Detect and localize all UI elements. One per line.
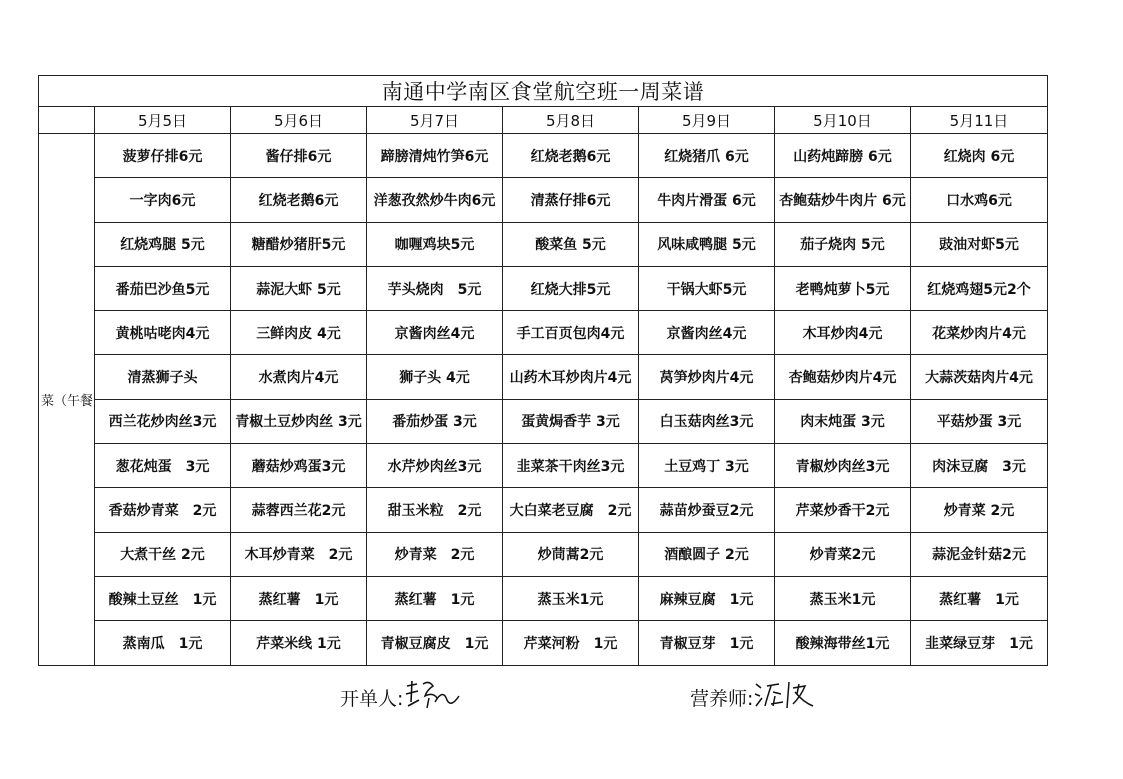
- dish-row: [39, 444, 1048, 488]
- dietitian-signature: [753, 678, 819, 717]
- dish-cell: 清蒸仔排6元: [503, 178, 639, 222]
- dish-cell: 蒜泥金针菇2元: [911, 532, 1048, 576]
- dish-cell: 水芹炒肉丝3元: [367, 444, 503, 488]
- dish-cell: 蒜苗炒蚕豆2元: [639, 488, 775, 532]
- dish-cell: 洋葱孜然炒牛肉6元: [367, 178, 503, 222]
- dish-cell: 蒸红薯 1元: [911, 576, 1048, 620]
- dish-cell: 风味咸鸭腿 5元: [639, 222, 775, 266]
- dish-cell: 蒸玉米1元: [775, 576, 911, 620]
- dish-cell: 老鸭炖萝卜5元: [775, 266, 911, 310]
- dish-cell: 红烧肉 6元: [911, 134, 1048, 178]
- dish-cell: 狮子头 4元: [367, 355, 503, 399]
- dish-cell: 平菇炒蛋 3元: [911, 399, 1048, 443]
- dish-cell: 茄子烧肉 5元: [775, 222, 911, 266]
- dish-cell: 炒茼蒿2元: [503, 532, 639, 576]
- dish-row: [39, 355, 1048, 399]
- dish-cell: 韭菜茶干肉丝3元: [503, 444, 639, 488]
- dish-cell: 香菇炒青菜 2元: [95, 488, 231, 532]
- dish-cell: 一字肉6元: [95, 178, 231, 222]
- dish-cell: 芹菜米线 1元: [231, 621, 367, 665]
- dish-cell: 莴笋炒肉片4元: [639, 355, 775, 399]
- dish-cell: 菠萝仔排6元: [95, 134, 231, 178]
- dish-cell: 红烧鸡翅5元2个: [911, 266, 1048, 310]
- dish-cell: 红烧老鹅6元: [503, 134, 639, 178]
- dietitian-block: [690, 678, 819, 717]
- dish-cell: 三鲜肉皮 4元: [231, 311, 367, 355]
- dish-row: [39, 488, 1048, 532]
- issuer-signature: [403, 678, 463, 717]
- dish-row: [39, 222, 1048, 266]
- dietitian-label: 营养师:: [690, 688, 754, 710]
- dish-cell: 酸辣土豆丝 1元: [95, 576, 231, 620]
- dish-cell: 干锅大虾5元: [639, 266, 775, 310]
- dish-row: [39, 178, 1048, 222]
- dish-cell: 水煮肉片4元: [231, 355, 367, 399]
- dish-cell: 杏鲍菇炒肉片4元: [775, 355, 911, 399]
- dish-row: [39, 134, 1048, 178]
- dish-cell: 蘑菇炒鸡蛋3元: [231, 444, 367, 488]
- issuer-block: [340, 678, 463, 717]
- dish-cell: 口水鸡6元: [911, 178, 1048, 222]
- dish-cell: 番茄炒蛋 3元: [367, 399, 503, 443]
- dish-cell: 炒青菜 2元: [911, 488, 1048, 532]
- date-header: 5月8日: [503, 107, 639, 134]
- dish-cell: 肉沫豆腐 3元: [911, 444, 1048, 488]
- dish-cell: 蒜蓉西兰花2元: [231, 488, 367, 532]
- dish-cell: 山药木耳炒肉片4元: [503, 355, 639, 399]
- date-header: 5月9日: [639, 107, 775, 134]
- dish-cell: 芹菜河粉 1元: [503, 621, 639, 665]
- dish-cell: 黄桃咕咾肉4元: [95, 311, 231, 355]
- dish-row: [39, 266, 1048, 310]
- dish-cell: 甜玉米粒 2元: [367, 488, 503, 532]
- dish-row: [39, 311, 1048, 355]
- dish-row: [39, 399, 1048, 443]
- menu-sheet: [38, 75, 1048, 666]
- issuer-label: 开单人:: [340, 688, 404, 710]
- weekly-menu-table: [38, 75, 1048, 666]
- date-header-row: [39, 107, 1048, 134]
- dish-cell: 红烧老鹅6元: [231, 178, 367, 222]
- dish-cell: 咖喱鸡块5元: [367, 222, 503, 266]
- dish-cell: 土豆鸡丁 3元: [639, 444, 775, 488]
- dish-cell: 手工百页包肉4元: [503, 311, 639, 355]
- dish-cell: 炒青菜 2元: [367, 532, 503, 576]
- date-header: 5月5日: [95, 107, 231, 134]
- dish-row: [39, 576, 1048, 620]
- date-header: 5月6日: [231, 107, 367, 134]
- dish-cell: 肉末炖蛋 3元: [775, 399, 911, 443]
- dish-cell: 红烧鸡腿 5元: [95, 222, 231, 266]
- dish-cell: 酸辣海带丝1元: [775, 621, 911, 665]
- dish-cell: 蒸玉米1元: [503, 576, 639, 620]
- dish-cell: 青椒豆腐皮 1元: [367, 621, 503, 665]
- menu-title: 南通中学南区食堂航空班一周菜谱: [39, 76, 1048, 107]
- dish-cell: 木耳炒肉4元: [775, 311, 911, 355]
- dish-cell: 酒酿圆子 2元: [639, 532, 775, 576]
- dish-cell: 葱花炖蛋 3元: [95, 444, 231, 488]
- corner-cell: [39, 107, 95, 134]
- dish-row: [39, 621, 1048, 665]
- dish-cell: 山药炖蹄膀 6元: [775, 134, 911, 178]
- dish-cell: 青椒土豆炒肉丝 3元: [231, 399, 367, 443]
- date-header: 5月10日: [775, 107, 911, 134]
- dish-cell: 芹菜炒香干2元: [775, 488, 911, 532]
- dish-cell: 炒青菜2元: [775, 532, 911, 576]
- dish-cell: 京酱肉丝4元: [639, 311, 775, 355]
- dish-cell: 酸菜鱼 5元: [503, 222, 639, 266]
- dish-row: [39, 532, 1048, 576]
- dish-cell: 大煮干丝 2元: [95, 532, 231, 576]
- dish-cell: 西兰花炒肉丝3元: [95, 399, 231, 443]
- dish-cell: 韭菜绿豆芽 1元: [911, 621, 1048, 665]
- dish-cell: 京酱肉丝4元: [367, 311, 503, 355]
- date-header: 5月11日: [911, 107, 1048, 134]
- dish-cell: 蒸南瓜 1元: [95, 621, 231, 665]
- date-header: 5月7日: [367, 107, 503, 134]
- dish-cell: 蒸红薯 1元: [367, 576, 503, 620]
- dish-cell: 大白菜老豆腐 2元: [503, 488, 639, 532]
- dish-cell: 酱仔排6元: [231, 134, 367, 178]
- dish-cell: 红烧猪爪 6元: [639, 134, 775, 178]
- dish-cell: 蹄膀清炖竹笋6元: [367, 134, 503, 178]
- meal-label: 菜（午餐: [39, 134, 95, 666]
- dish-cell: 青椒炒肉丝3元: [775, 444, 911, 488]
- dish-cell: 芋头烧肉 5元: [367, 266, 503, 310]
- dish-cell: 蒜泥大虾 5元: [231, 266, 367, 310]
- dish-cell: 番茄巴沙鱼5元: [95, 266, 231, 310]
- dish-cell: 木耳炒青菜 2元: [231, 532, 367, 576]
- dish-cell: 大蒜茨菇肉片4元: [911, 355, 1048, 399]
- dish-cell: 杏鲍菇炒牛肉片 6元: [775, 178, 911, 222]
- dish-cell: 蛋黄焗香芋 3元: [503, 399, 639, 443]
- dish-cell: 花菜炒肉片4元: [911, 311, 1048, 355]
- dish-cell: 糖醋炒猪肝5元: [231, 222, 367, 266]
- dish-cell: 蒸红薯 1元: [231, 576, 367, 620]
- dish-cell: 白玉菇肉丝3元: [639, 399, 775, 443]
- dish-cell: 麻辣豆腐 1元: [639, 576, 775, 620]
- dish-cell: 清蒸狮子头: [95, 355, 231, 399]
- dish-cell: 豉油对虾5元: [911, 222, 1048, 266]
- dish-cell: 青椒豆芽 1元: [639, 621, 775, 665]
- dish-cell: 红烧大排5元: [503, 266, 639, 310]
- dish-cell: 牛肉片滑蛋 6元: [639, 178, 775, 222]
